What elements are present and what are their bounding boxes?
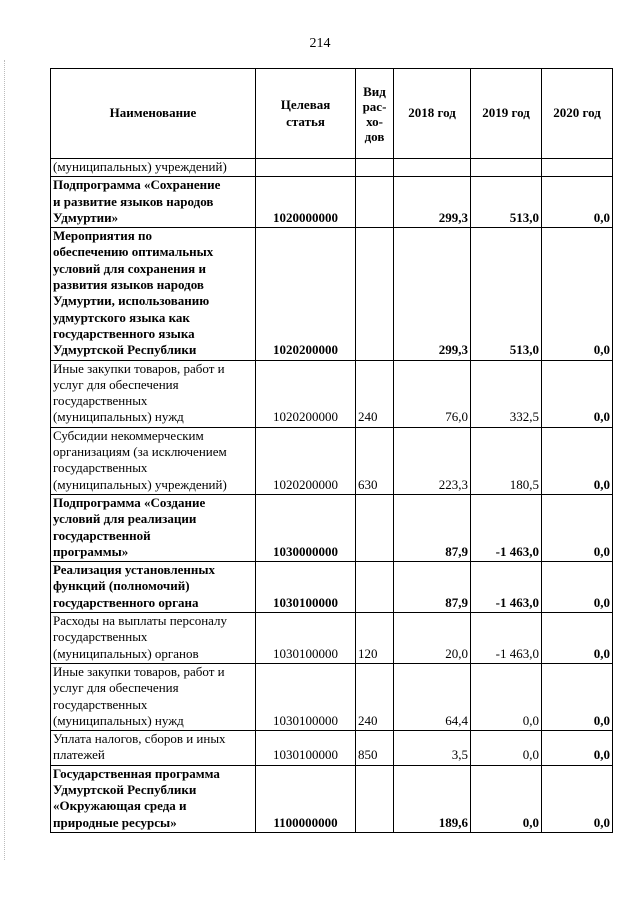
- row-value-2018: 299,3: [394, 228, 471, 360]
- row-value-2019: [471, 159, 542, 177]
- table-row: [51, 613, 613, 664]
- row-name: [51, 427, 256, 494]
- row-name: [51, 360, 256, 427]
- row-expense-type: [356, 177, 394, 228]
- row-name-line: Реализация установленных: [53, 562, 216, 578]
- row-name-line: удмуртского языка как: [53, 309, 190, 325]
- row-name-line: условий для сохранения и: [53, 260, 206, 276]
- row-value-2020: 0,0: [542, 731, 613, 766]
- row-expense-type: [356, 494, 394, 561]
- row-value-2018: 64,4: [394, 663, 471, 730]
- row-value-2019: 0,0: [471, 765, 542, 832]
- row-target-article: 1030100000: [256, 613, 356, 664]
- row-value-2018: 223,3: [394, 427, 471, 494]
- row-value-2019: 0,0: [471, 663, 542, 730]
- row-name-line: (муниципальных) органов: [53, 645, 199, 661]
- row-name-line: развития языков народов: [53, 277, 204, 293]
- row-name: [51, 765, 256, 832]
- table-row: [51, 427, 613, 494]
- row-name-line: (муниципальных) нужд: [53, 409, 184, 425]
- table-row: [51, 228, 613, 360]
- header-expense-type-line: Вид: [363, 83, 386, 99]
- row-name: [51, 494, 256, 561]
- row-value-2019: 180,5: [471, 427, 542, 494]
- row-expense-type: 120: [356, 613, 394, 664]
- row-target-article: 1030100000: [256, 562, 356, 613]
- row-value-2020: 0,0: [542, 562, 613, 613]
- table-row: [51, 177, 613, 228]
- row-value-2020: 0,0: [542, 765, 613, 832]
- table-row: [51, 765, 613, 832]
- row-name-line: Иные закупки товаров, работ и: [53, 360, 225, 376]
- row-target-article: 1020000000: [256, 177, 356, 228]
- table-row: [51, 562, 613, 613]
- row-expense-type: 240: [356, 360, 394, 427]
- row-name: [51, 562, 256, 613]
- row-value-2019: 332,5: [471, 360, 542, 427]
- row-name: [51, 613, 256, 664]
- row-name-line: условий для реализации: [53, 511, 197, 527]
- header-2018: 2018 год: [394, 69, 471, 159]
- row-value-2019: 0,0: [471, 731, 542, 766]
- row-name-line: государственного языка: [53, 325, 195, 341]
- row-name-line: Удмуртской Республики: [53, 342, 197, 358]
- row-name-line: и развитие языков народов: [53, 193, 214, 209]
- row-value-2018: 299,3: [394, 177, 471, 228]
- row-value-2018: 87,9: [394, 494, 471, 561]
- row-value-2020: 0,0: [542, 663, 613, 730]
- row-name: [51, 731, 256, 766]
- row-expense-type: 240: [356, 663, 394, 730]
- table-row: [51, 494, 613, 561]
- row-name-line: функций (полномочий): [53, 578, 190, 594]
- row-name-line: платежей: [53, 747, 105, 763]
- row-name-line: услуг для обеспечения: [53, 376, 179, 392]
- budget-table: [50, 68, 613, 833]
- row-name-line: услуг для обеспечения: [53, 680, 179, 696]
- header-name: Наименование: [51, 69, 256, 159]
- row-name-line: Удмуртии, использованию: [53, 293, 210, 309]
- row-name-line: государственных: [53, 460, 148, 476]
- row-name-line: государственного органа: [53, 594, 199, 610]
- row-target-article: [256, 159, 356, 177]
- row-value-2020: 0,0: [542, 360, 613, 427]
- row-expense-type: 630: [356, 427, 394, 494]
- row-name-line: Удмуртии»: [53, 209, 119, 225]
- scan-margin-dots: [4, 60, 6, 860]
- table-body: [51, 159, 613, 833]
- table-row: [51, 663, 613, 730]
- row-value-2019: -1 463,0: [471, 613, 542, 664]
- table-header-row: [51, 69, 613, 159]
- row-name-line: Удмуртской Республики: [53, 781, 197, 797]
- row-target-article: 1030100000: [256, 731, 356, 766]
- row-name: [51, 177, 256, 228]
- row-name-line: природные ресурсы»: [53, 814, 177, 830]
- row-name: [51, 228, 256, 360]
- row-target-article: 1030000000: [256, 494, 356, 561]
- row-target-article: 1100000000: [256, 765, 356, 832]
- row-expense-type: 850: [356, 731, 394, 766]
- header-expense-type: [356, 69, 394, 159]
- table-row: [51, 731, 613, 766]
- row-value-2020: [542, 159, 613, 177]
- row-name-line: Подпрограмма «Создание: [53, 494, 206, 510]
- row-name-line: Государственная программа: [53, 765, 220, 781]
- row-name-line: Подпрограмма «Сохранение: [53, 177, 221, 193]
- row-name-line: Субсидии некоммерческим: [53, 427, 204, 443]
- header-expense-type-line: хо-: [366, 113, 383, 129]
- header-expense-type-line: рас-: [362, 98, 387, 114]
- row-name-line: государственных: [53, 629, 148, 645]
- row-name-line: (муниципальных) учреждений): [53, 476, 227, 492]
- row-name-line: Уплата налогов, сборов и иных: [53, 731, 226, 747]
- header-expense-type-line: дов: [364, 128, 385, 144]
- row-value-2018: 3,5: [394, 731, 471, 766]
- table-row: [51, 360, 613, 427]
- row-value-2019: 513,0: [471, 177, 542, 228]
- row-value-2018: [394, 159, 471, 177]
- row-value-2020: 0,0: [542, 228, 613, 360]
- row-name-line: организациям (за исключением: [53, 444, 227, 460]
- row-name-line: государственной: [53, 527, 151, 543]
- row-value-2020: 0,0: [542, 177, 613, 228]
- row-value-2019: 513,0: [471, 228, 542, 360]
- header-2019: 2019 год: [471, 69, 542, 159]
- header-target-article-line: Целевая: [280, 97, 331, 113]
- row-value-2018: 189,6: [394, 765, 471, 832]
- row-name: [51, 159, 256, 177]
- row-name-line: Мероприятия по: [53, 228, 152, 244]
- row-name-line: программы»: [53, 543, 129, 559]
- row-name-line: Иные закупки товаров, работ и: [53, 663, 225, 679]
- row-expense-type: [356, 562, 394, 613]
- row-name-line: обеспечению оптимальных: [53, 244, 214, 260]
- row-value-2019: -1 463,0: [471, 562, 542, 613]
- row-value-2018: 76,0: [394, 360, 471, 427]
- row-value-2018: 87,9: [394, 562, 471, 613]
- row-name-line: государственных: [53, 393, 148, 409]
- row-value-2018: 20,0: [394, 613, 471, 664]
- page-number: 214: [309, 36, 331, 51]
- row-value-2020: 0,0: [542, 494, 613, 561]
- row-target-article: 1020200000: [256, 360, 356, 427]
- row-name-line: Расходы на выплаты персоналу: [53, 613, 228, 629]
- row-value-2020: 0,0: [542, 427, 613, 494]
- header-2020: 2020 год: [542, 69, 613, 159]
- row-expense-type: [356, 228, 394, 360]
- row-name-line: (муниципальных) учреждений): [53, 159, 227, 174]
- row-target-article: 1030100000: [256, 663, 356, 730]
- row-value-2020: 0,0: [542, 613, 613, 664]
- row-name-line: государственных: [53, 696, 148, 712]
- row-expense-type: [356, 159, 394, 177]
- row-value-2019: -1 463,0: [471, 494, 542, 561]
- row-name: [51, 663, 256, 730]
- row-name-line: (муниципальных) нужд: [53, 712, 184, 728]
- row-target-article: 1020200000: [256, 427, 356, 494]
- table-row: [51, 159, 613, 177]
- row-name-line: «Окружающая среда и: [53, 798, 187, 814]
- row-target-article: 1020200000: [256, 228, 356, 360]
- header-target-article: [256, 69, 356, 159]
- header-target-article-line: статья: [286, 113, 325, 129]
- row-expense-type: [356, 765, 394, 832]
